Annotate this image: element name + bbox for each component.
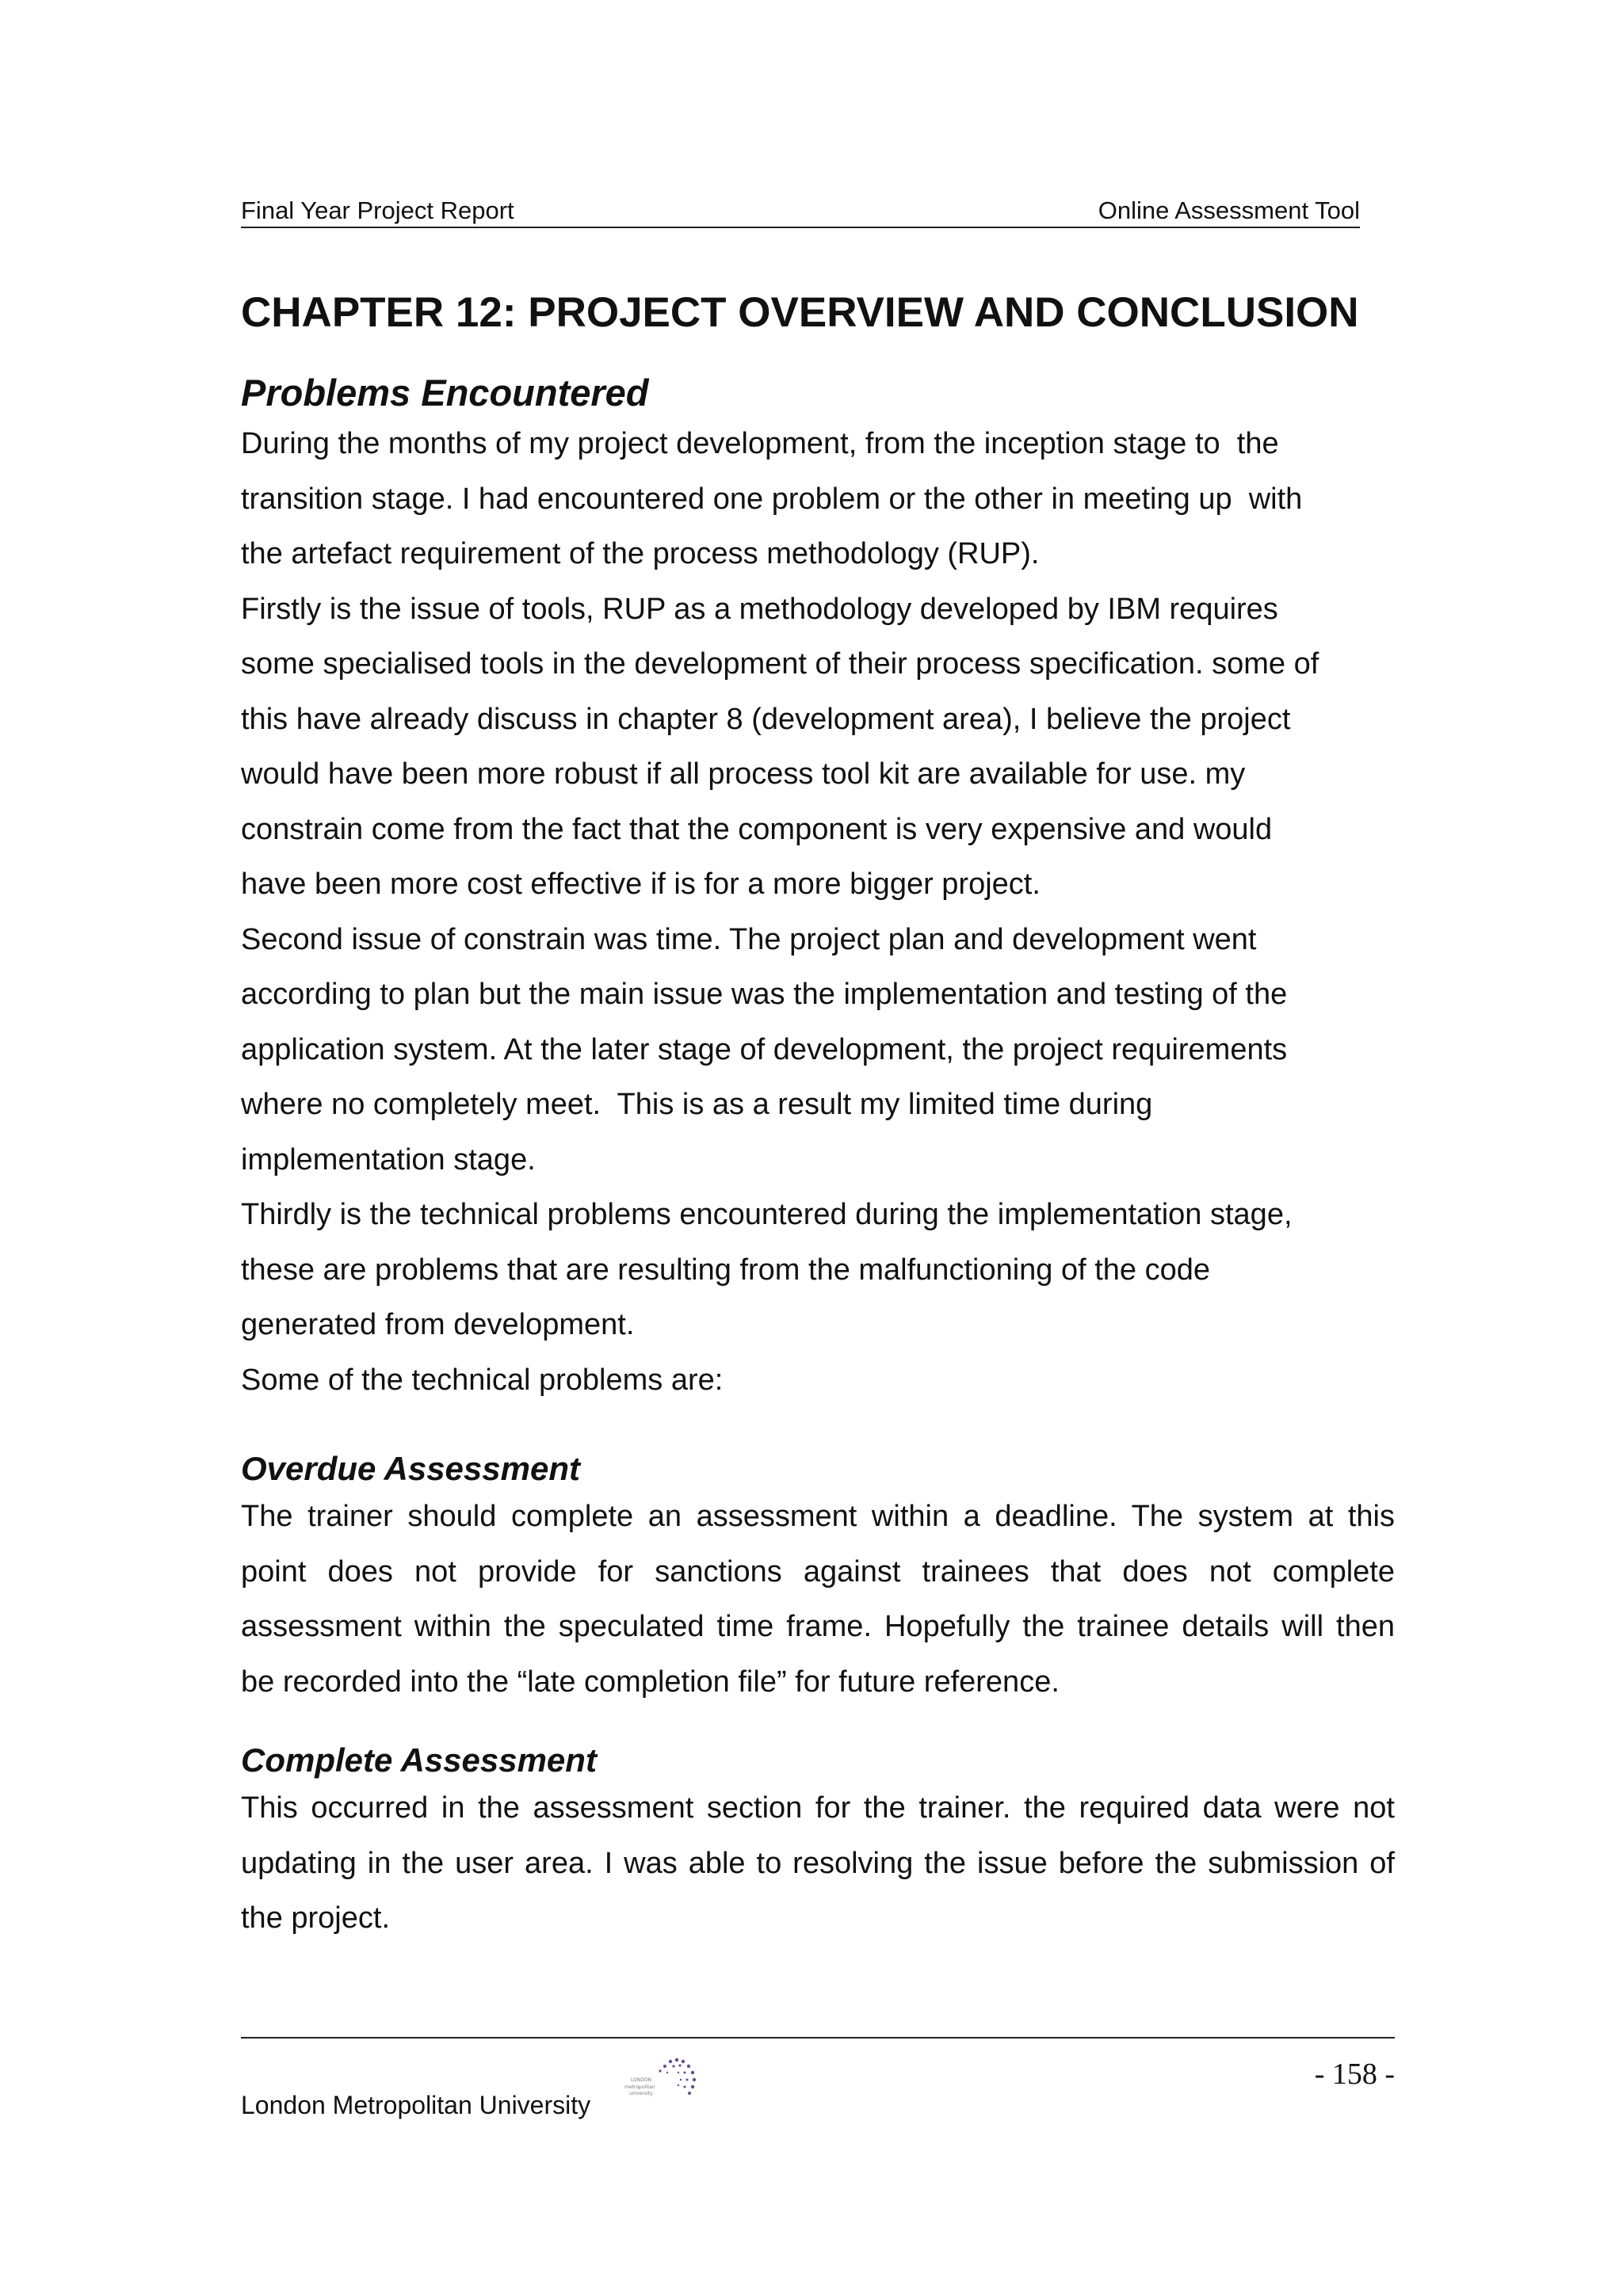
heading-overdue-assessment: Overdue Assessment bbox=[241, 1450, 580, 1487]
body-line: constrain come from the fact that the component is very expensive and would bbox=[241, 812, 1273, 846]
body-line: assessment within the speculated time frame. Hopefully the trainee details will then bbox=[241, 1610, 1395, 1643]
body-line: application system. At the later stage of development, the project requirements bbox=[241, 1032, 1288, 1066]
body-line: this have already discuss in chapter 8 (development area), I believe the project bbox=[241, 702, 1291, 736]
body-line: the project. bbox=[241, 1901, 390, 1935]
body-line: Thirdly is the technical problems encountered during the implementation stage, bbox=[241, 1198, 1293, 1231]
problems-body bbox=[241, 417, 1319, 1408]
header-project-title: Online Assessment Tool bbox=[1098, 196, 1360, 224]
body-line: the artefact requirement of the process methodology (RUP). bbox=[241, 537, 1040, 570]
footer-university: London Metropolitan University bbox=[241, 2091, 591, 2119]
body-line: Second issue of constrain was time. The project plan and development went bbox=[241, 922, 1257, 956]
body-line: transition stage. I had encountered one problem or the other in meeting up with bbox=[241, 482, 1303, 516]
heading-complete-assessment: Complete Assessment bbox=[241, 1741, 597, 1779]
body-line: some specialised tools in the development of their process specification. some of bbox=[241, 647, 1319, 681]
body-line: have been more cost effective if is for a more bigger project. bbox=[241, 868, 1041, 901]
body-line: would have been more robust if all process tool kit are available for use. my bbox=[241, 757, 1246, 791]
body-line: generated from development. bbox=[241, 1308, 635, 1341]
body-line: where no completely meet. This is as a result my limited time during bbox=[241, 1088, 1153, 1121]
header-report-title: Final Year Project Report bbox=[241, 196, 514, 224]
body-line: be recorded into the “late completion file” for future reference. bbox=[241, 1665, 1060, 1699]
body-line: point does not provide for sanctions against trainees that does not complete bbox=[241, 1554, 1395, 1589]
body-line: Firstly is the issue of tools, RUP as a methodology developed by IBM requires bbox=[241, 592, 1278, 626]
body-line: The trainer should complete an assessment within a deadline. The system at this bbox=[241, 1500, 1395, 1533]
svg-text:metropolitan: metropolitan bbox=[624, 2084, 655, 2090]
body-line: updating in the user area. I was able to resolving the issue before the submission of bbox=[241, 1846, 1395, 1880]
footer-divider bbox=[241, 2037, 1395, 2039]
svg-text:LONDON: LONDON bbox=[631, 2077, 652, 2083]
body-line: these are problems that are resulting from the malfunctioning of the code bbox=[241, 1253, 1211, 1287]
body-line: Some of the technical problems are: bbox=[241, 1363, 724, 1397]
body-line: During the months of my project development, from the inception stage to the bbox=[241, 427, 1279, 460]
svg-text:university: university bbox=[629, 2091, 653, 2096]
running-header bbox=[241, 195, 1360, 228]
university-logo-icon bbox=[621, 2055, 701, 2111]
chapter-title: CHAPTER 12: PROJECT OVERVIEW AND CONCLUSION bbox=[241, 289, 1359, 336]
complete-body bbox=[241, 1781, 1395, 1947]
body-line: implementation stage. bbox=[241, 1142, 536, 1177]
overdue-body bbox=[241, 1489, 1395, 1710]
page-number: - 158 - bbox=[1314, 2058, 1395, 2091]
heading-problems-encountered: Problems Encountered bbox=[241, 372, 649, 414]
body-line: according to plan but the main issue was the implementation and testing of the bbox=[241, 978, 1288, 1011]
body-line: This occurred in the assessment section for the trainer. the required data were not bbox=[241, 1791, 1395, 1825]
